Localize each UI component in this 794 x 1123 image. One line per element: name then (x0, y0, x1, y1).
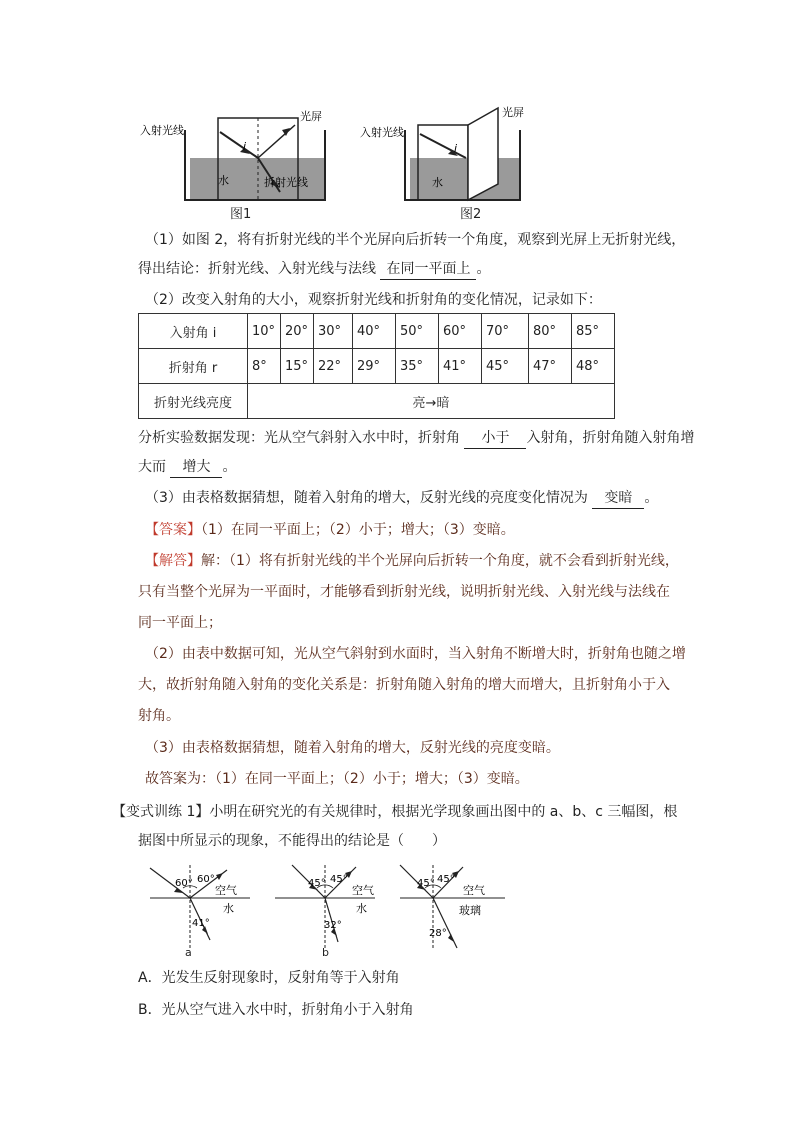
diagram-c (395, 860, 510, 960)
water-label: 水 (218, 174, 229, 187)
table-cell: 41° (439, 349, 482, 384)
table-row (139, 384, 615, 419)
diagram-a-caption: a (185, 946, 192, 959)
q3-suffix: 。 (644, 490, 659, 506)
table-cell: 45° (482, 349, 529, 384)
table-cell: 29° (353, 349, 396, 384)
table-cell: 15° (281, 349, 314, 384)
figure-2-caption: 图2 (460, 207, 482, 222)
q1-text: （1）如图 2，将有折射光线的半个光屏向后折转一个角度，观察到光屏上无折射光线， (145, 232, 686, 248)
table-cell: 50° (396, 314, 439, 349)
screen-label: 光屏 (300, 110, 322, 123)
table-cell: 47° (529, 349, 572, 384)
medium-top-label: 空气 (352, 884, 374, 897)
brightness-value: 亮→暗 (248, 384, 615, 419)
table-cell: 30° (314, 314, 353, 349)
table-cell: 48° (572, 349, 615, 384)
answer-line (145, 520, 515, 540)
q2-analysis-line1 (138, 428, 694, 449)
table-cell: 22° (314, 349, 353, 384)
solution-line-7: （3）由表格数据猜想，随着入射角的增大，反射光线的亮度变暗。 (145, 740, 560, 756)
reflection-angle-label: 45° (330, 874, 348, 885)
solution-line-4: （2）由表中数据可知，光从空气斜射到水面时，当入射角不断增大时，折射角也随之增 (145, 646, 686, 662)
solution-final: 故答案为：（1）在同一平面上；（2）小于；增大；（3）变暗。 (145, 771, 529, 787)
incident-label: 入射光线 (140, 124, 184, 137)
refracted-label: 折射光线 (264, 176, 308, 189)
analysis-blank-2: 增大 (170, 457, 222, 478)
variant-tag: 【变式训练 1】 (112, 804, 210, 820)
solution-line-1 (145, 551, 679, 571)
figure-1 (140, 100, 330, 220)
solution-tag: 【解答】 (145, 553, 201, 569)
table-cell: 40° (353, 314, 396, 349)
data-table (138, 313, 615, 419)
solution-line-2: 只有当整个光屏为一平面时，才能够看到折射光线，说明折射光线、入射光线与法线在 (138, 584, 670, 600)
incident-angle-label: 60° (175, 878, 193, 889)
analysis-line2-prefix: 大而 (138, 459, 166, 475)
angle-label: i (243, 140, 247, 153)
diagram-b-caption: b (322, 946, 329, 959)
screen-label: 光屏 (502, 106, 524, 119)
option-b: B．光从空气进入水中时，折射角小于入射角 (138, 1002, 414, 1018)
reflection-angle-label: 45° (437, 874, 455, 885)
q2-analysis-line2 (138, 457, 236, 478)
incident-label: 入射光线 (360, 126, 404, 139)
diagram-a (145, 860, 255, 960)
refraction-angle-label: 32° (324, 920, 342, 931)
medium-bottom-label: 水 (223, 902, 234, 915)
answer-text: （1）在同一平面上；（2）小于；增大；（3）变暗。 (201, 522, 515, 538)
row-label-refraction: 折射角 r (139, 349, 248, 384)
water-label: 水 (432, 176, 443, 189)
table-cell: 10° (248, 314, 281, 349)
table-cell: 85° (572, 314, 615, 349)
table-cell: 60° (439, 314, 482, 349)
water-fill (410, 158, 520, 200)
figure-2 (360, 100, 550, 220)
solution-text: 解：（1）将有折射光线的半个光屏向后折转一个角度，就不会看到折射光线， (201, 553, 679, 569)
q2-intro: （2）改变入射角的大小，观察折射光线和折射角的变化情况，记录如下： (145, 292, 602, 308)
table-cell: 70° (482, 314, 529, 349)
medium-top-label: 空气 (215, 884, 237, 897)
variant-text: 小明在研究光的有关规律时，根据光学现象画出图中的 a、b、c 三幅图，根 (209, 804, 678, 820)
angle-label: i (454, 142, 458, 155)
variant-line-2: 据图中所显示的现象，不能得出的结论是（ ） (138, 833, 446, 849)
variant-line-1 (112, 802, 677, 822)
medium-bottom-label: 玻璃 (459, 904, 481, 917)
incident-angle-label: 45° (417, 878, 435, 889)
table-cell: 35° (396, 349, 439, 384)
row-label-brightness: 折射光线亮度 (139, 384, 248, 419)
refraction-angle-label: 28° (429, 928, 447, 939)
analysis-prefix: 分析实验数据发现：光从空气斜射入水中时，折射角 (138, 430, 460, 446)
q1-answer-blank: 在同一平面上 (380, 259, 476, 280)
table-row (139, 314, 615, 349)
q1-suffix: 。 (476, 261, 491, 277)
table-cell: 80° (529, 314, 572, 349)
reflection-angle-label: 60° (197, 874, 215, 885)
solution-line-5: 大，故折射角随入射角的变化关系是：折射角随入射角的增大而增大，且折射角小于入 (138, 677, 670, 693)
q1-conclusion (138, 259, 490, 280)
medium-bottom-label: 水 (356, 902, 367, 915)
analysis-line2-suffix: 。 (222, 459, 237, 475)
table-cell: 20° (281, 314, 314, 349)
analysis-blank-1: 小于 (464, 428, 526, 449)
diagram-b (270, 860, 380, 960)
q3-text (145, 488, 658, 509)
q3-answer-blank: 变暗 (592, 488, 644, 509)
solution-line-3: 同一平面上； (138, 615, 222, 631)
answer-tag: 【答案】 (145, 522, 201, 538)
solution-line-6: 射角。 (138, 708, 180, 724)
medium-top-label: 空气 (463, 884, 485, 897)
option-a: A．光发生反射现象时，反射角等于入射角 (138, 970, 400, 986)
incident-angle-label: 45° (308, 878, 326, 889)
q1-prefix: 得出结论：折射光线、入射光线与法线 (138, 261, 376, 277)
table-cell: 8° (248, 349, 281, 384)
figure-1-caption: 图1 (230, 207, 252, 222)
row-label-incident: 入射角 i (139, 314, 248, 349)
q3-prefix: （3）由表格数据猜想，随着入射角的增大，反射光线的亮度变化情况为 (145, 490, 588, 506)
table-row (139, 349, 615, 384)
refraction-angle-label: 41° (192, 918, 210, 929)
analysis-mid: 入射角，折射角随入射角增 (526, 430, 695, 446)
